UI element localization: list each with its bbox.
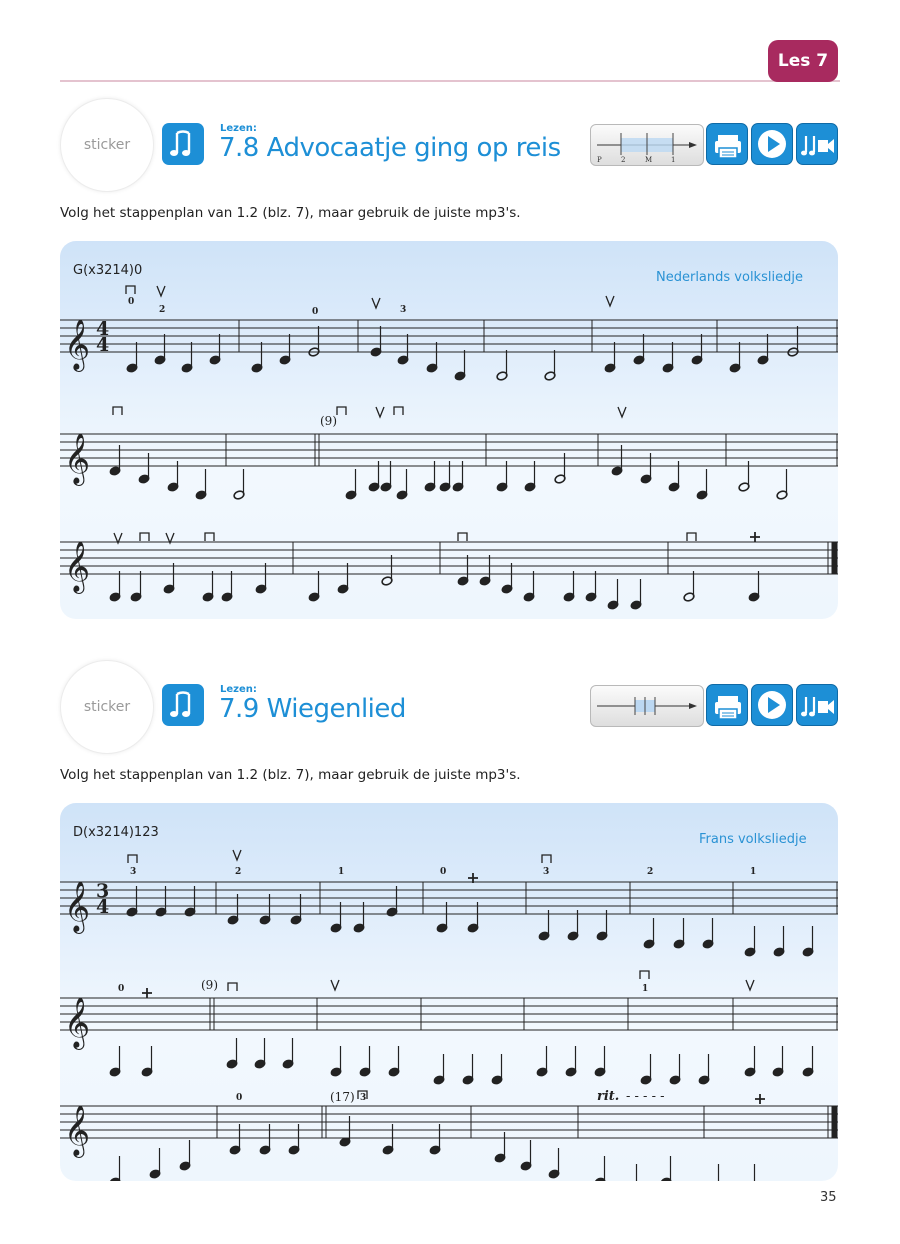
- treble-clef-icons: [64, 319, 90, 594]
- music-staff-score: [60, 241, 838, 619]
- notes-system-1: [109, 326, 799, 610]
- video-button[interactable]: [796, 684, 838, 726]
- svg-text:3: 3: [400, 305, 407, 315]
- svg-text:𝄞: 𝄞: [64, 541, 91, 592]
- play-button[interactable]: [751, 123, 793, 165]
- time-signature-bottom: 4: [96, 334, 110, 356]
- svg-text:2: 2: [621, 156, 626, 164]
- staff-lines: [60, 320, 838, 352]
- score-box: [60, 241, 838, 619]
- time-signature-top: 3: [96, 880, 110, 902]
- svg-text:0: 0: [236, 1093, 243, 1103]
- page-number: 35: [820, 1190, 837, 1205]
- svg-text:𝄞: 𝄞: [64, 881, 91, 932]
- notes-system-2: [109, 886, 814, 1181]
- reading-note-icon: [162, 123, 204, 165]
- svg-text:0: 0: [128, 297, 135, 307]
- svg-text:1: 1: [671, 156, 676, 164]
- sticker-placeholder: sticker: [60, 98, 154, 192]
- reading-label: Lezen:: [220, 684, 257, 695]
- svg-text:0: 0: [118, 984, 125, 994]
- tuning-label: D(x3214)123: [73, 825, 159, 840]
- measure-number: (9): [201, 978, 218, 992]
- svg-text:3: 3: [543, 867, 550, 877]
- exercise-title: 7.9 Wiegenlied: [219, 694, 406, 724]
- score-box: [60, 803, 838, 1181]
- reading-note-icon: [162, 684, 204, 726]
- play-button[interactable]: [751, 684, 793, 726]
- svg-text:2: 2: [647, 867, 654, 877]
- svg-text:0: 0: [440, 867, 447, 877]
- svg-text:2: 2: [159, 305, 166, 315]
- sticker-placeholder: sticker: [60, 660, 154, 754]
- svg-text:𝄞: 𝄞: [64, 433, 91, 484]
- svg-text:M: M: [645, 156, 653, 164]
- svg-text:𝄞: 𝄞: [64, 997, 91, 1048]
- measure-number: (9): [320, 414, 337, 428]
- song-origin: Nederlands volksliedje: [656, 270, 803, 285]
- fingering-numbers: [128, 297, 406, 317]
- measure-number: (17): [330, 1090, 355, 1104]
- instruction-text: Volg het stappenplan van 1.2 (blz. 7), maar gebruik de juiste mp3's.: [60, 205, 521, 221]
- svg-text:3: 3: [130, 867, 137, 877]
- music-staff-score: [60, 803, 838, 1181]
- bow-position-slider[interactable]: [590, 685, 704, 727]
- svg-text:1: 1: [338, 867, 345, 877]
- header-rule: [60, 80, 840, 82]
- exercise-title: 7.8 Advocaatje ging op reis: [219, 133, 561, 163]
- reading-label: Lezen:: [220, 123, 257, 134]
- svg-text:2: 2: [235, 867, 242, 877]
- svg-text:1: 1: [642, 984, 649, 994]
- song-origin: Frans volksliedje: [699, 832, 807, 847]
- sheet-music-button[interactable]: [706, 123, 748, 165]
- lesson-badge: Les 7: [768, 40, 838, 82]
- svg-text:P: P: [597, 156, 602, 164]
- time-signature-bottom: 4: [96, 896, 110, 918]
- treble-clef-icons: [64, 881, 90, 1158]
- time-signature-top: 4: [96, 318, 110, 340]
- bow-position-slider[interactable]: [590, 124, 704, 166]
- svg-text:𝄞: 𝄞: [64, 1105, 91, 1156]
- tempo-marking: rit.: [597, 1089, 620, 1104]
- svg-text:1: 1: [750, 867, 757, 877]
- svg-text:3: 3: [360, 1093, 367, 1103]
- instruction-text: Volg het stappenplan van 1.2 (blz. 7), maar gebruik de juiste mp3's.: [60, 767, 521, 783]
- sheet-music-button[interactable]: [706, 684, 748, 726]
- bowing-marks: [113, 286, 760, 543]
- svg-text:𝄞: 𝄞: [64, 319, 91, 370]
- svg-text:0: 0: [312, 307, 319, 317]
- tempo-dashes: - - - - -: [626, 1089, 665, 1104]
- tuning-label: G(x3214)0: [73, 263, 143, 278]
- bowing-marks: [128, 850, 765, 1104]
- video-button[interactable]: [796, 123, 838, 165]
